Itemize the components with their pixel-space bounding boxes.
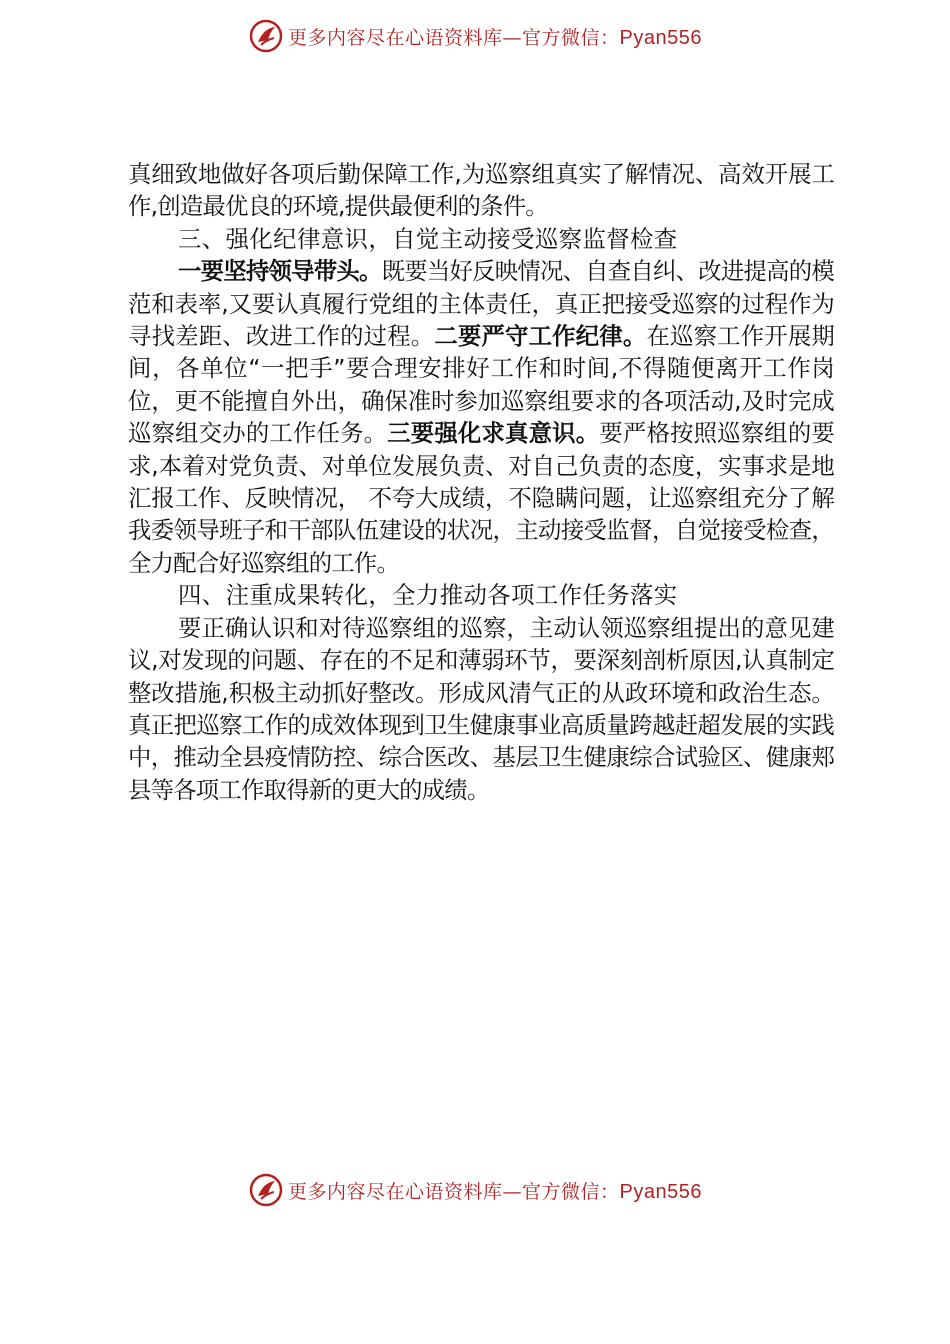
header-banner [0,16,950,56]
paragraph-discipline: 一要坚持领导带头。既要当好反映情况、自查自纠、改进提高的模范和表率,又要认真履行党组的主体责任，真正把接受巡察的过程作为寻找差距、改进工作的过程。二要严守工作纪律。在巡察工作开展期间，各单位“一把手”要合理安排好工作和时间,不得随便离开工作岗位，更不能擅自外出，确保准时参加巡察组要求的各项活动,及时完成巡察组交办的工作任务。三要强化求真意识。要严格按照巡察组的要求,本着对党负责、对单位发展负责、对自己负责的态度，实事求是地汇报工作、反映情况， 不夸大成绩，不隐瞒问题，让巡察组充分了解我委领导班子和干部队伍建设的状况，主动接受监督，自觉接受检查，全力配合好巡察组的工作。 [128,257,834,577]
paragraph-continuation: 真细致地做好各项后勤保障工作,为巡察组真实了解情况、高效开展工作,创造最优良的环境,提供最便利的条件。 [128,160,834,221]
paragraph-results: 要正确认识和对待巡察组的巡察，主动认领巡察组提出的意见建议,对发现的问题、存在的不足和薄弱环节，要深刻剖析原因,认真制定整改措施,积极主动抓好整改。形成风清气正的从政环境和政治生态。真正把巡察工作的成效体现到卫生健康事业高质量跨越赶超发展的实践中，推动全县疫情防控、综合医改、基层卫生健康综合试验区、健康郏县等各项工作取得新的更大的成绩。 [128,613,834,804]
banner-text: 更多内容尽在心语资料库—官方微信：Pyan556 [288,26,702,49]
bold-point-2: 二要严守工作纪律。 [434,322,647,351]
document-body [128,158,834,806]
banner-text: 更多内容尽在心语资料库—官方微信：Pyan556 [288,1180,702,1203]
section-heading-4: 四、注重成果转化，全力推动各项工作任务落实 [178,581,678,610]
section-heading-3: 三、强化纪律意识，自觉主动接受巡察监督检查 [178,224,678,253]
bold-point-1: 一要坚持领导带头。 [178,257,382,286]
footer-banner [0,1170,950,1210]
wechat-id: Pyan556 [619,26,702,49]
tree-logo-icon [248,18,284,54]
tree-logo-icon [248,1172,284,1208]
wechat-id: Pyan556 [619,1180,702,1203]
bold-point-3: 三要强化求真意识。 [387,419,600,448]
